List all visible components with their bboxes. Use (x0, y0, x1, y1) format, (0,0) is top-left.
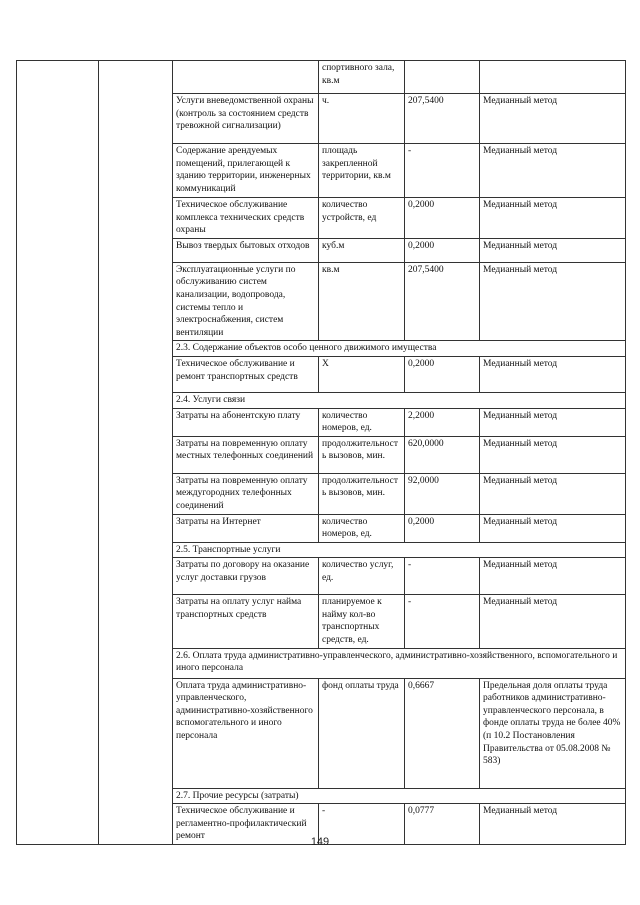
cost-name-cell (173, 61, 319, 94)
table-body (17, 61, 626, 845)
unit-cell: кв.м (319, 262, 405, 341)
cost-name-cell: Затраты на повременную оплату междугородних телефонных соединений (173, 473, 319, 514)
section-title: 2.5. Транспортные услуги (173, 542, 626, 558)
cost-name-cell: Затраты на Интернет (173, 514, 319, 542)
blank-column-2 (99, 61, 173, 845)
section-title: 2.4. Услуги связи (173, 392, 626, 408)
unit-cell: - (319, 804, 405, 845)
cost-name-cell: Вывоз твердых бытовых отходов (173, 238, 319, 262)
cost-name-cell: Техническое обслуживание и ремонт транспортных средств (173, 356, 319, 392)
value-cell: 0,2000 (405, 238, 480, 262)
unit-cell: куб.м (319, 238, 405, 262)
table-row (17, 61, 626, 94)
method-cell: Медианный метод (480, 804, 626, 845)
method-cell: Медианный метод (480, 595, 626, 648)
method-cell: Медианный метод (480, 94, 626, 144)
unit-cell: количество устройств, ед (319, 198, 405, 239)
unit-cell: продолжительность вызовов, мин. (319, 436, 405, 473)
method-cell: Медианный метод (480, 514, 626, 542)
normative-costs-table (16, 60, 626, 845)
method-cell: Медианный метод (480, 238, 626, 262)
section-title: 2.3. Содержание объектов особо ценного движимого имущества (173, 341, 626, 357)
value-cell: 0,2000 (405, 514, 480, 542)
value-cell: 620,0000 (405, 436, 480, 473)
cost-name-cell: Техническое обслуживание и регламентно-профилактический ремонт (173, 804, 319, 845)
unit-cell: количество номеров, ед. (319, 408, 405, 436)
method-cell (480, 61, 626, 94)
value-cell: - (405, 558, 480, 595)
cost-name-cell: Содержание арендуемых помещений, прилегающей к зданию территории, инженерных коммуникаций (173, 144, 319, 198)
value-cell: - (405, 595, 480, 648)
method-cell: Медианный метод (480, 558, 626, 595)
unit-cell: планируемое к найму кол-во транспортных средств, ед. (319, 595, 405, 648)
unit-cell: фонд оплаты труда (319, 678, 405, 788)
value-cell (405, 61, 480, 94)
value-cell: 0,6667 (405, 678, 480, 788)
cost-name-cell: Услуги вневедомственной охраны (контроль за состоянием средств тревожной сигнализации) (173, 94, 319, 144)
cost-name-cell: Оплата труда административно-управленческого, административно-хозяйственного вспомогательного и иного персонала (173, 678, 319, 788)
value-cell: 0,0777 (405, 804, 480, 845)
method-cell: Медианный метод (480, 436, 626, 473)
unit-cell: ч. (319, 94, 405, 144)
cost-name-cell: Эксплуатационные услуги по обслуживанию систем канализации, водопровода, системы тепло и электроснабжения, систем вентиляции (173, 262, 319, 341)
method-cell: Медианный метод (480, 408, 626, 436)
unit-cell: количество номеров, ед. (319, 514, 405, 542)
value-cell: 0,2000 (405, 198, 480, 239)
value-cell: 207,5400 (405, 94, 480, 144)
method-cell: Медианный метод (480, 144, 626, 198)
value-cell: 2,2000 (405, 408, 480, 436)
unit-cell: Х (319, 356, 405, 392)
cost-name-cell: Затраты на оплату услуг найма транспортных средств (173, 595, 319, 648)
unit-cell: площадь закрепленной территории, кв.м (319, 144, 405, 198)
section-title: 2.6. Оплата труда административно-управленческого, административно-хозяйственного, вспомогательного и иного персонала (173, 648, 626, 678)
cost-name-cell: Затраты на повременную оплату местных телефонных соединений (173, 436, 319, 473)
cost-name-cell: Затраты по договору на оказание услуг доставки грузов (173, 558, 319, 595)
unit-cell: спортивного зала, кв.м (319, 61, 405, 94)
value-cell: 0,2000 (405, 356, 480, 392)
page-number: 149 (310, 836, 330, 848)
method-cell: Медианный метод (480, 262, 626, 341)
blank-column-1 (17, 61, 99, 845)
unit-cell: продолжительность вызовов, мин. (319, 473, 405, 514)
method-cell: Медианный метод (480, 473, 626, 514)
cost-name-cell: Техническое обслуживание комплекса технических средств охраны (173, 198, 319, 239)
unit-cell: количество услуг, ед. (319, 558, 405, 595)
section-title: 2.7. Прочие ресурсы (затраты) (173, 788, 626, 804)
value-cell: 207,5400 (405, 262, 480, 341)
value-cell: - (405, 144, 480, 198)
value-cell: 92,0000 (405, 473, 480, 514)
cost-name-cell: Затраты на абонентскую плату (173, 408, 319, 436)
method-cell: Предельная доля оплаты труда работников административно-управленческого персонала, в фонде оплаты труда не более 40% (п 10.2 Постановления Правительства от 05.08.2008 № 583) (480, 678, 626, 788)
method-cell: Медианный метод (480, 198, 626, 239)
method-cell: Медианный метод (480, 356, 626, 392)
